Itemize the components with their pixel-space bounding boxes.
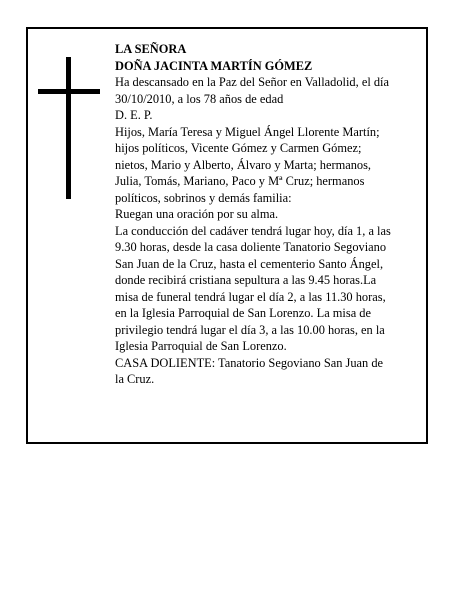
obituary-notice [26,27,428,444]
text-line: 30/10/2010, a los 78 años de edad [115,91,284,106]
text-line: hijos políticos, Vicente Gómez y Carmen Gómez; [115,141,362,155]
text-line: Julia, Tomás, Mariano, Paco y Mª Cruz; hermanos [115,174,365,188]
notice-text [115,41,417,388]
text-line: donde recibirá cristiana sepultura a las 9.45 horas.La [115,273,377,287]
text-line: D. E. P. [115,108,153,122]
text-line: nietos, Mario y Alberto, Álvaro y Marta; hermanos, [115,157,372,172]
text-line: privilegio tendrá lugar el día 3, a las 10.00 horas, en la [115,322,385,337]
text-line: San Juan de la Cruz, hasta el cementerio Santo Ángel, [115,256,384,271]
text-line: La conducción del cadáver tendrá lugar hoy, día 1, a las [115,223,391,238]
text-line: la Cruz. [115,372,155,386]
text-line: Ruegan una oración por su alma. [115,207,279,221]
text-line: 9.30 horas, desde la casa doliente Tanatorio Segoviano [115,240,387,254]
cross-vertical-bar [66,57,71,199]
text-line: políticos, sobrinos y demás familia: [115,190,292,205]
cross-icon [38,57,100,199]
notice-heading: LA SEÑORA [115,42,187,56]
deceased-name: DOÑA JACINTA MARTÍN GÓMEZ [115,58,313,73]
text-line: en la Iglesia Parroquial de San Lorenzo. La misa de [115,306,371,320]
cross-horizontal-bar [38,89,100,94]
text-line: CASA DOLIENTE: Tanatorio Segoviano San Juan de [115,355,384,370]
text-line: Hijos, María Teresa y Miguel Ángel Llorente Martín; [115,124,380,139]
text-line: Ha descansado en la Paz del Señor en Valladolid, el día [115,75,389,89]
text-line: misa de funeral tendrá lugar el día 2, a las 11.30 horas, [115,289,386,304]
text-line: Iglesia Parroquial de San Lorenzo. [115,339,287,353]
